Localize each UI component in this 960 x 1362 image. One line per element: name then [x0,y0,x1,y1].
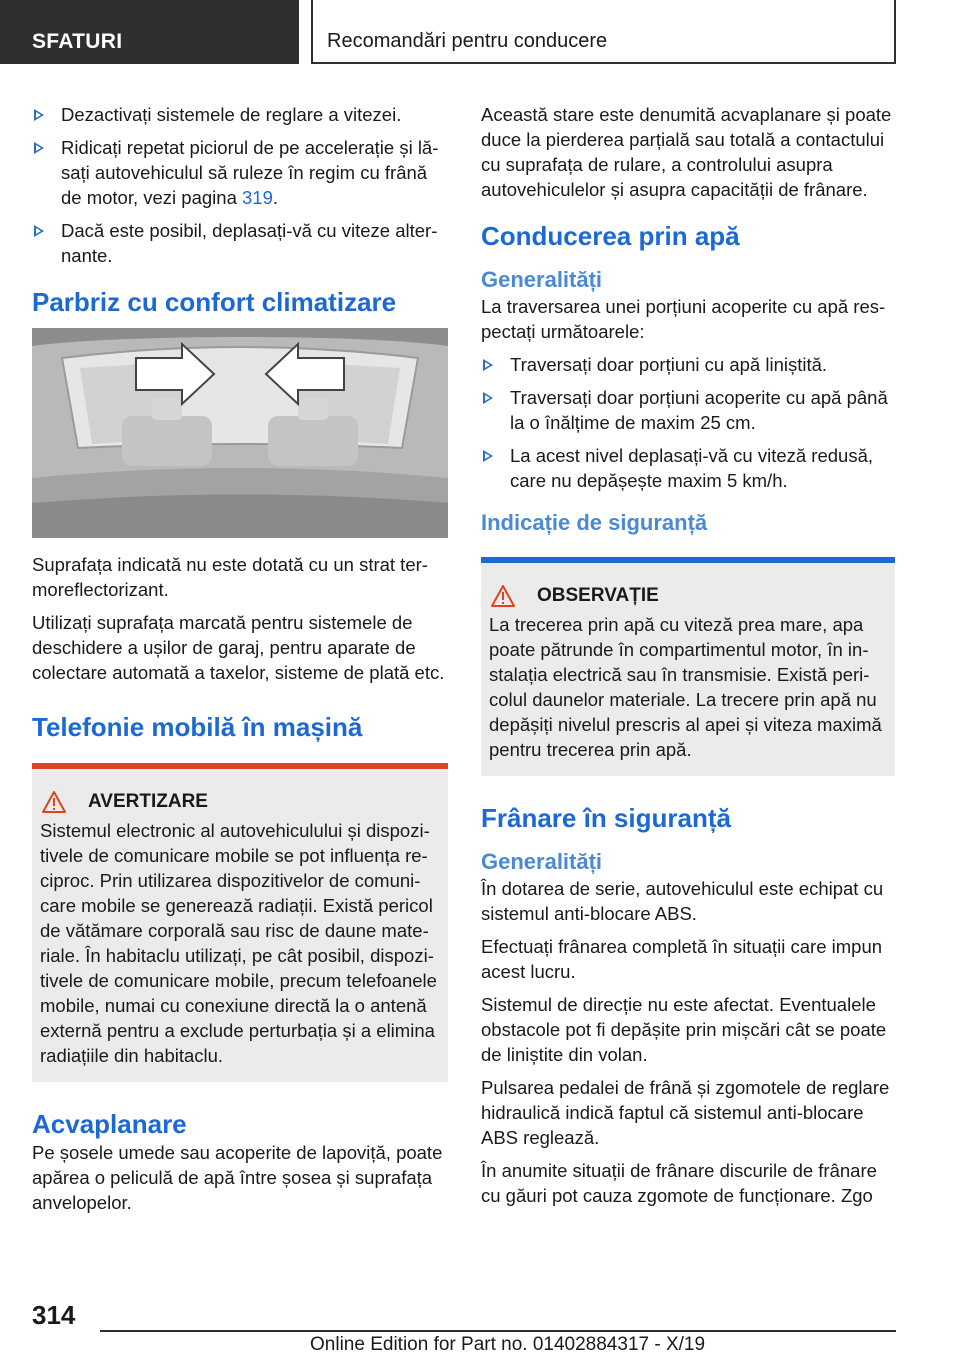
windscreen-heading: Parbriz cu confort climatizare [32,287,397,317]
triangle-bullet-icon [483,359,493,371]
list-item: Dezactivați sistemele de reglare a vitezei. [32,102,448,127]
phone-heading: Telefonie mobilă în mașină [32,712,363,742]
braking-text-3: Sistemul de direcție nu este afectat. Eventualele obstacole pot fi depășite prin mișcări cât se poate de liniștite din volan. [481,994,887,1065]
windscreen-text-1: Suprafața indicată nu este dotată cu un strat termoreflectorizant. [32,554,428,600]
page-number: 314 [32,1300,76,1330]
triangle-bullet-icon [34,142,44,154]
water-bullets [481,352,895,493]
aquaplaning-continued: Această stare este denumită acvaplanare și poate duce la pierderea parțială sau totală a contactului cu suprafața de rulare, a controlului asupra autovehiculelor și asupra capacității de frânare. [481,104,892,200]
warning-box [32,763,448,1082]
list-item: Traversați doar porțiuni cu apă liniștită. [481,352,895,377]
chapter-title: Recomandări pentru conducere [311,0,896,64]
warning-text: Sistemul electronic al autovehiculului și dispozitivele de comunicare mobile se pot influența reciproc. Prin utilizarea dispozitivelor de comunicare mobile se generează radiații. Există pericol de vătămare corporală sau risc de daune materiale. În habitaclu utilizați, pe cât posibil, dispozitivele de comunicare mobile, precum telefoanele mobile, numai cu conexiune directă la o antenă externă pentru a exclude perturbația și a elimina radiațiile din habitaclu. [40,820,437,1066]
note-title: OBSERVAȚIE [489,583,887,608]
left-column [32,102,448,1223]
water-driving-heading: Conducerea prin apă [481,221,740,251]
braking-text-4: Pulsarea pedalei de frână și zgomotele de reglare hidraulică indică faptul că sistemul anti-blocare ABS reglează. [481,1077,890,1148]
aquaplaning-heading: Acvaplanare [32,1109,187,1139]
triangle-bullet-icon [34,225,44,237]
list-item: Traversați doar porțiuni acoperite cu apă până la o înălțime de maxim 25 cm. [481,385,895,435]
warning-triangle-icon [42,791,66,813]
list-item: Ridicați repetat piciorul de pe accelerație și lăsați autovehiculul să ruleze în regim cu frână de motor, vezi pagina 319. [32,135,448,210]
car-interior-illustration [32,328,448,538]
windscreen-photo [32,328,448,538]
note-text: La trecerea prin apă cu viteză prea mare, apa poate pătrunde în compartimentul motor, în instalația electrică sau în transmisie. Există pericolul daunelor materiale. La trecere prin apă nu depășiți nivelul prescris al apei și viteza maximă pentru trecerea prin apă. [489,614,882,760]
list-item: La acest nivel deplasați-vă cu viteză redusă, care nu depășește maxim 5 km/h. [481,443,895,493]
section-tab: SFATURI [0,0,299,64]
water-intro: La traversarea unei porțiuni acoperite cu apă respectați următoarele: [481,296,886,342]
braking-text-5: În anumite situații de frânare discurile de frânare cu găuri pot cauza zgomote de funcționare. Zgo [481,1160,877,1206]
note-box [481,557,895,776]
triangle-bullet-icon [34,109,44,121]
triangle-bullet-icon [483,392,493,404]
braking-text-1: În dotarea de serie, autovehiculul este echipat cu sistemul anti-blocare ABS. [481,878,884,924]
warning-triangle-icon [491,585,515,607]
warning-title: AVERTIZARE [40,789,440,814]
footer-edition: Online Edition for Part no. 01402884317 - X/19 [310,1334,706,1355]
aquaplaning-text: Pe șosele umede sau acoperite de lapoviță, poate apărea o peliculă de apă între șosea și suprafața anvelopelor. [32,1142,443,1213]
windscreen-text-2: Utilizați suprafața marcată pentru sistemele de deschidere a ușilor de garaj, pentru aparate de colectare automată a taxelor, sisteme de plată etc. [32,612,445,683]
general-heading-2: Generalități [481,849,603,874]
general-heading: Generalități [481,267,603,292]
speed-bullets [32,102,448,268]
footer-divider [100,1330,896,1332]
safety-heading: Indicație de siguranță [481,510,708,535]
right-column [481,102,895,1216]
list-item: Dacă este posibil, deplasați-vă cu viteze alternante. [32,218,448,268]
braking-text-2: Efectuați frânarea completă în situații care impun acest lucru. [481,936,883,982]
triangle-bullet-icon [483,450,493,462]
braking-heading: Frânare în siguranță [481,803,731,833]
page-link[interactable]: 319 [242,187,273,208]
